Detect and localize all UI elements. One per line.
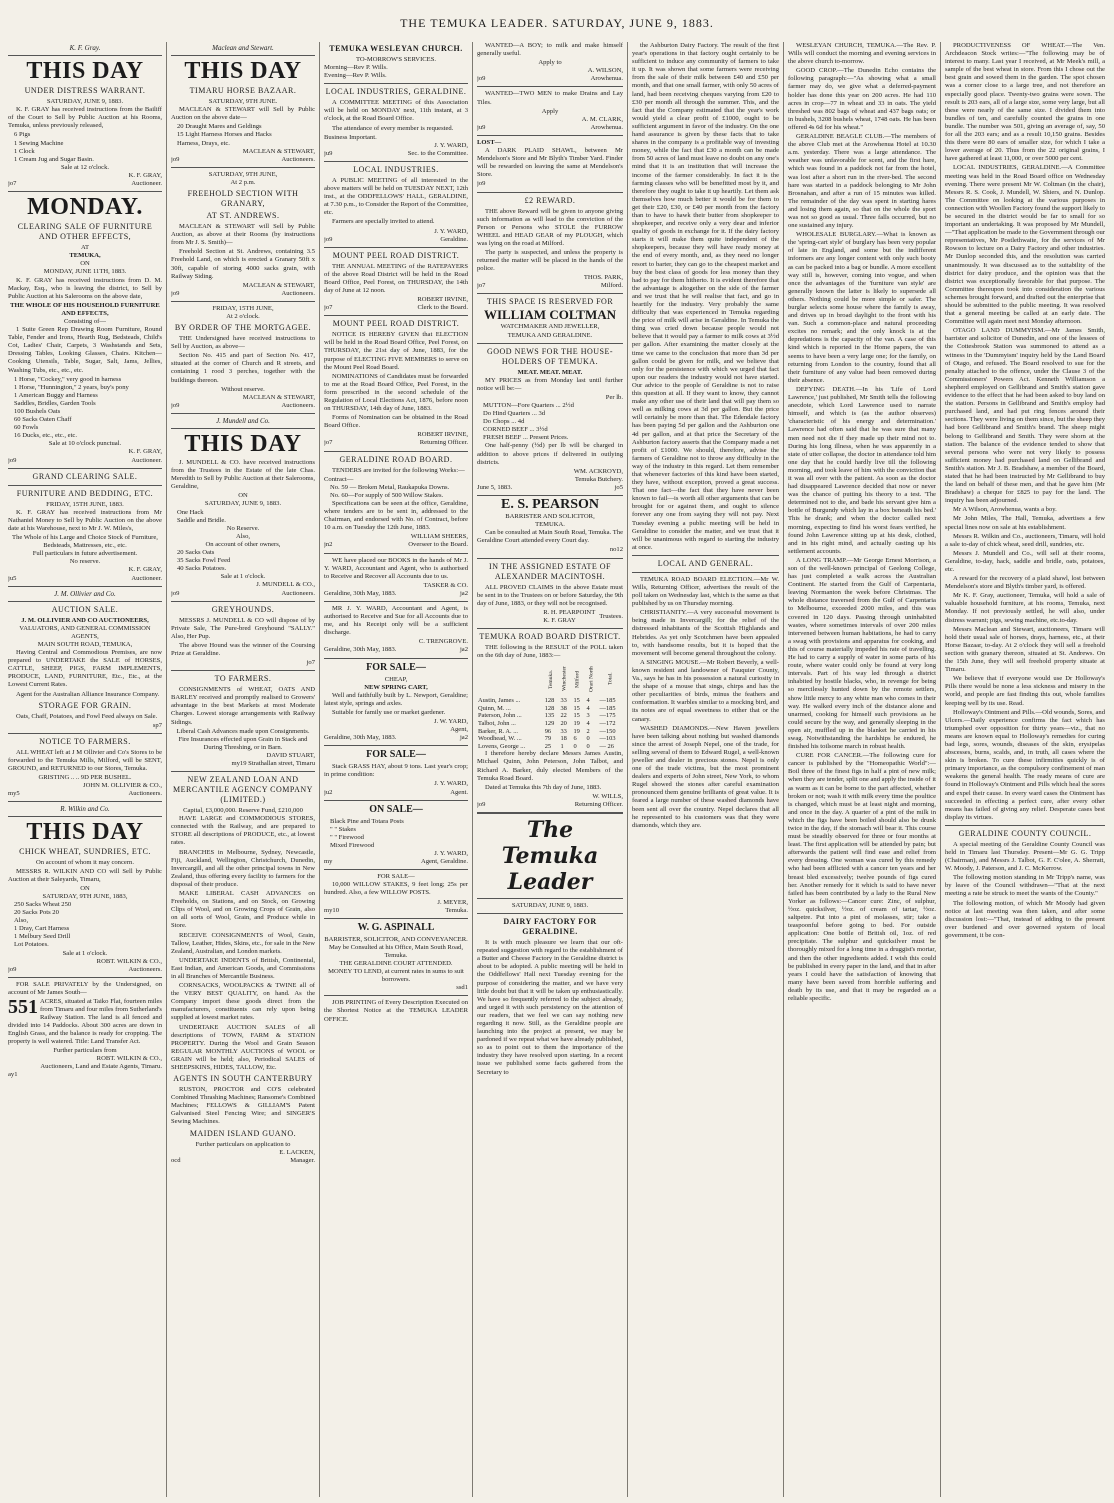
ad-date: SATURDAY, 9TH JUNE, [208, 170, 278, 178]
column-rule [472, 42, 473, 1497]
ad-date: SATURDAY, 9TH JUNE. [208, 98, 278, 106]
ad-body: A COMMITTEE MEETING of this Association will be held on MONDAY next, 11th instant, at 3 o'clock, at the Road Board Office. The attendance of every member is requested. [324, 99, 468, 132]
column-3: TEMUKA WESLEYAN CHURCH. TO-MORROW'S SERVICES. Morning—Rev P. Wills. Evening—Rev P. Wills. LOCAL INDUSTRIES, GERALDINE. A COMMITTEE MEETING of this Association will be held on MONDAY next, 11th instant, at 3 o'clock, at the Road Board Office. The attendance of every member is requested. Business Important. J. Y. WARD, ju9 Sec. to the Committee. LOCAL INDUSTRIES. A PUBLIC MEETING of all interested in the above matters will be held on TUESDAY NEXT, 12th inst., at the ODDFELLOWS' HALL, GERALDINE, at 7.30 p.m., to Consider the Report of the Committee, etc. Farmers are specially invited to attend. J. Y. WARD, jo9 Geraldine. MOUNT PEEL ROAD DISTRICT. THE ANNUAL MEETING of the RATEPAYERS of the above Road District will be held in the Road Board Office, Peel Forest, on THURSDAY, the 14th day of June at 12 noon. ROBERT IRVINE, jo7 Clerk to the Board. MOUNT PEEL ROAD DISTRICT. NOTICE IS HEREBY GIVEN that ELECTION will be held in the Road Board Office, Peel Forest, on THURSDAY, the 21st day of June, 1883, for the purpose of ELECTING FIVE MEMBERS to serve on the Mount Peel Road Board. NOMINATIONS of Candidates must be forwarded to me at the Road Board Office, Peel Forest, in the form prescribed in the second schedule of the Regulation of Local Elections Act, 1876, before noon on THURSDAY, 14th day of June, 1883. Forms of Nomination can be obtained in the Road Board Office. ROBERT IRVINE, jo7 Returning Officer. GERALDINE ROAD BOARD. TENDERS are invited for the following Works:— Contract— No. 59 — Broken Metal, Raukapuka Downs. No. 60—For supply of 500 Willow Stakes. Specifications can be seen at the office, Geraldine, where tenders are to be sent in, addressed to the Chairman, and endorsed with No. of Contract, before 10 a.m. on Tuesday the 12th June, 1883. WILLIAM SHEERS, jn2 Overseer to the Board. WE have placed our BOOKS in the hands of Mr J. Y. WARD, Accountant and Agent, who is authorised to Receive and Recover all Accounts due to us. TASKER & CO. Geraldine, 30th May, 1883. ja2 MR J. Y. WARD, Accountant and Agent, is authorised to Receive and Sue for all Accounts due to me, and his Receipt only will be a sufficient discharge. C. TRENGROVE. Geraldine, 30th May, 1883. ja2 FOR SALE— CHEAP, NEW SPRING CART, Well and faithfully built by L. Newport, Geraldine; latest style, springs and axles. Suitable for family use or market gardener. J. W. YARD, Agent, Geraldine, 30th May, 1883. ja2 FOR SALE— Stack GRASS HAY, about 9 tons. Last year's crop; in prime condition: J. Y. WARD, ju2 Agent. ON SALE— Black Pine and Totara Posts " " Stakes " " Firewood Mixed Firewood J. Y. WARD, my Agent, Geraldine. FOR SALE— 10,000 WILLOW STAKES, 9 feet long; 25s per hundred. Also, a few WILLOW POSTS. J. MEYER, my10 Temuka. W. G. ASPINALL BARRISTER, SOLICITOR, AND CONVEYANCER. May be Consulted at his Office, Main South Road, Temuka. THE GERALDINE COURT ATTENDED. MONEY TO LEND, at current rates in sums to suit borrowers. ssd1 JOB PRINTING of Every Description Executed on the Shortest Notice at the TEMUKA LEADER OFFICE. [324, 44, 468, 1023]
ad-ref: jo7 [8, 180, 17, 188]
signoff: J. W. YARD, [433, 718, 468, 725]
sale-time: Sale at 1 o'clock. [62, 949, 108, 957]
table-row: Woodhead, W. ... 79 18 6 0 —103 [478, 735, 616, 743]
ad-subhead: £2 REWARD. [524, 195, 576, 205]
signoff: E. LACKEN, [279, 1148, 315, 1156]
ad-body: Agent for the Australian Alliance Insurance Company. [16, 690, 160, 698]
article-headline: LOCAL AND GENERAL. [657, 558, 754, 568]
signoff: K. F. GRAY, [128, 448, 162, 456]
ad-body: FOR SALE PRIVATELY by the Undersigned, on account of Mr James South— [8, 980, 162, 996]
ad-subhead: STORAGE FOR GRAIN. [38, 700, 132, 710]
ad-body: MESSRS R. WILKIN AND CO will Sell by Public Auction at their Saleyards, Timaru, [8, 867, 162, 883]
ad-headline: WILLIAM COLTMAN [483, 307, 617, 323]
ad-subhead: GRAND CLEARING SALE. [32, 471, 138, 481]
signoff: W. WILLS, [592, 792, 623, 800]
signoff: THOS. PARK, [583, 274, 623, 282]
column-5 [632, 42, 779, 1499]
ad-text: Without reserve. [221, 385, 265, 393]
article-body: PRODUCTIVENESS OF WHEAT.—The Ven. Archdeacon Stock writes:—"The following may be of interest to many. Last year I received, at Mr Meek's mill, a sample of the best wheat in store. From this I chose out the best grain and sowed them in the garden. The spot chosen was a corner close to a large tree, and not therefore an especially good place. Twenty-two grains were sown. The result is 203 ears, all of a large size, some very large, but all these were nearly of the same size. I divided them into bundles of ten, and carefully counted the grains in one bundle. The number was 501, giving an average of, say, 50 for all the 203 ears; and as a result 10,150 grains. Besides this there were 80 ears of smaller size, for which I take a lower average of 20. Thus from the 22 original grains, I have gathered at least 11,000, or over 5000 per cent. LOCAL INDUSTRIES, GERALDINE.—A Committee meeting was held in the Road Board office on Wednesday evening. There were present Mr W. Coltman (in the chair), Messrs R. S. Cook, J. Mundell, W. Shiers, and N. Dunlop. The Committee on looking at the various purposes in connection with Woollen Factory found the support likely to be secured in the district would be far to small for so important an undertaking. It was proposed by Mr Mundell,—"That application be made to the Government through our representatives, Mr Postlethwaite, for the services of Mr Rowson to lecture on a Dairy Factory and other industries. Mr Dunlop seconded this, and the resolution was carried unanimously. It was discussed as to the suitability of the district for dairy produce, and the opinion was that the district was exceptionally favorable for that purpose. The Committee thereupon took into consideration the various schemes brought forward, and drafted out the enterprise that should be submitted to the public meeting. It was resolved that a general meeting be called at an early date. The Committee will again meet next Monday afternoon. OTAGO LAND DUMMYISM.—Mr James Smith, barrister and solicitor of Dunedin, and one of the lessees of the Cottesbrook Station was summoned to attend as a witness in the 'Dummyism' inquiry held by the Land Board of Otago, and refused. The Board resolved to sue for the penalty attached to the offence, under the Clause 3 of the Commissioners' Powers Act. Kenneth Williamson a shepherd employed on Gellibrand and Smith's station gave evidence to the effect that he had been asked to buy land on the station. Persons in Gellibrand and Smith's employ had purchased land, and had put ring fences around their sections. They were living on them since, but the sheep they had bore Gellibrand and Smith's brand. The sheep might belong to Gellibrand and Smith. They were shorn at the station. The balance of the evidence tended to show that several persons who were not very likely to possess sufficient money had purchased land on Gellibrand and Smith's station. Mr J. B. Bradshaw, a member of the Board, stated that he had been instructed by Mr Gellibrand to buy the land on behalf of these men, and that he gave him (Mr Bradshaw) a cheque for £825 to pay for the land. The inquiry has been adjourned. Mr A Wilson, Arowhenua, wants a boy. Mr John Miles, The Hall, Temuka, advertises a few special lines now on sale at his establishment. Messrs R. Wilkin and Co., auctioneers, Timaru, will hold a sale to-day of chick wheat, seed drill, sundries, etc. Messrs J. Mundell and Co., will sell at their rooms, Geraldine, to-day, hack, saddle and bridle, oats, potatoes, etc. A reward for the recovery of a plaid shawl, lost between Mendelson's store and Blyth's timber yard, is offered. Mr K. F. Gray, auctioneer, Temuka, will hold a sale of valuable household furniture, at his rooms, Temuka, next Monday. If not previously settled, he will also, under distress warrant; pigs, sewing machine, etc.to-day. Messrs Maclean and Stewart, auctioneers, Timaru will hold their usual sale of horses, drays, harness, etc., at their Horse Bazaar, to-day. At 2 o'clock they will sell a freehold section with granary thereon, situated at St. Andrews. On the 15th June, they will sell freehold property situate at Timaru. We believe that if everyone would use Dr Holloway's Pills there would be none a less sickness and misery in the world, and people are fast finding this out, whole families keeping well by its use. Read. Holloway's Ointment and Pills.—Old wounds, Sores, and Ulcers.—Daily experience confirms the fact which has triumphed over opposition for thirty years—viz., that no means are known equal to Holloway's remedies for curing bad legs, sores, wounds, diseases of the skin, erysipelas abscesses, burns, scalds, and, in truth, all cases where the skin is broken. To cure these infirmities quickly is of primary importance, as the compulsory confinement of man weakens the general health. The ready means of cure are found in Holloway's Ointment and Pills which heal the sores and expel their cause. In every ward cases the Ointment has succeeded in effecting a perfect cure, after every other means has failed of giving any relief. Desperate cases best display its virtues. [945, 42, 1105, 821]
ad-subhead: NEW ZEALAND LOAN AND MERCANTILE AGENCY COMPANY (LIMITED.) [173, 775, 313, 805]
column-rule [627, 42, 628, 1497]
ad-subhead: MOUNT PEEL ROAD DISTRICT. [332, 250, 460, 260]
signoff: JOHN M. OLLIVIER & CO., [83, 782, 162, 790]
ad-date: FRIDAY, 15TH JUNE, [212, 304, 274, 312]
ad-subhead: GREYHOUNDS. [211, 604, 275, 614]
ad-text: THE WHOLE OF HIS HOUSEHOLD FURNITURE AND EFFECTS, [10, 301, 160, 317]
masthead [0, 0, 1114, 36]
ad-text: No reserve. [69, 558, 101, 566]
ad-headline: MONDAY. [27, 194, 143, 221]
ad-subhead: TIMARU HORSE BAZAAR. [189, 86, 297, 96]
ad-body: CONSIGNMENTS of WHEAT, OATS AND BARLEY received and promptly realised to Growers' advantage in the best Markets at most Moderate Charges. Lowest storage arrangements with Railway Sidings. [171, 686, 315, 726]
ad-subhead: GERALDINE ROAD BOARD. [339, 454, 453, 464]
ad-text: At 2 p.m. [230, 178, 256, 186]
ad-body: Specifications can be seen at the office, Geraldine, where tenders are to be sent in, addressed to the Chairman, and endorsed with No. of Contract, before 10 a.m. on Tuesday the 12th June, 1883. [324, 499, 468, 532]
ad-body: MACLEAN & STEWART will Sell by Public Auction, as above at their Rooms (by instructions from Mr J. S. Smith)— Freehold Section at St. Andrews, containing 3.5 Freehold Land, on which is erected a Granary 50ft x 30ft, capable of storing 4000 sacks grain, with Railway Siding. [171, 223, 315, 280]
sale-time: Sale at 1 o'clock. [220, 573, 266, 581]
article-body: WESLEYAN CHURCH, TEMUKA.—The Rev. P. Wills will conduct the morning and evening services in the above church to-morrow. GOOD CROP.—The Dunedin Echo contains the following paragraph:—"As showing what a small farmer may do, we give what a deferred-payment holder has done this year on 200 acres. He had 110 acres in crop—77 in wheat and 33 in oats. The yield threshed was 802 bags of wheat and 437 bags oats; or in bushels, 3208 bushels wheat, 1748 oats. He has been offered 4s 6d for his wheat." GERALDINE BEAGLE CLUB.—The members of the above Club met at the Arowhenua Hotel at 10.30 a.m. yesterday. There was a large attendance. The weather was unfavorable for scent, and the first hare, which was found in a paddock not far from the hotel, was lost after a short run in the river-bed. The second hare was started in a paddock belonging to Mr John Brosnahan, and after a run of 15 minutes was killed. The remainder of the day was spent in starting hares and losing them again, so that on the whole the sport was not so good as usual. Three falls occurred, but no one sustained any injury. WHOLESALE BURGLARY.—What is known as the 'spring-cart style' of burglary has been very popular of late in England, and some but the indifferent informers are any longer content with only such booty as can be packed into a bag or bundle. A more excellent way still is, however, coming into vogue, and when once the advantages of the 'furniture van style' are generally known the latter is likely to supersede all others. Nothing could be more simple or safer. The burglar selects some house where the family is away, and drives up in broad daylight to the front with his van. Such a common-place and natural proceeding excites no remark; and the only knock is at the depredations is the capacity of the van. A case of this kind which is reported in the Home papers, the van seems to have been a very large one; for the family, on returning from London to the country, found that all their furniture of any value had been removed during their absence. DEFYING DEATH.—In his 'Life of Lord Lawrence,' just published, Mr Smith tells the following anecdote, which Lord Lawrence used to narrate himself, and which is (as the author observes) 'characteristic of his energy and determination.' Lawrence had often said that he was sure that many men need not die if they made up their mind not to. During his long illness, when he was apparently in a state of utter collapse, the doctor in attendance told him one day that he could hardly live till the following morning, and took leave of him with the conviction that it was all over with the patient. As soon as the doctor had disappeared Lawrence decided that now or never was the chance of putting his theory to a test. 'The determined not to die, and bade his servant give him a bottle of Burgundy which lay in a box beneath his bed.' This he drank; and when the doctor called next morning, expecting to find his worst fears verified, he found John Lawrence sitting up at his desk, clothed, and in his right mind, and actually casting up his settlement accounts. A LONG TRAMP.—Mr George Ernest Morrison, a son of the well-known principal of Geelong College, has just completed a walk across the Australian Continent. He started from the Gulf of Carpentaria, leaving Normanton the week before Christmas. The whole distance traversed from the Gulf of Carpentaria to Melbourne, exceeded 2000 miles, and this was covered in 120 days. Passing through uninhabited wastes, where sometimes intervals of over 200 miles intervened between human habitations, he had to carry a swag with provisions and apparatus for cooking, and this of course materially impeded his rate of travelling. He had to carry a supply of water in some parts of his route, where water could only be found at very long intervals. Part of his way led through a district inhabited by hostile blacks, who, in revenge for being so mercilessly hunted down by the remote settlers, show little mercy to any white man who comes in their way. He walked every inch of the distance alone and unarmed, cooking for himself such provisions as he could secure by the way, and generally sleeping in the open air, muffled up in the blanket he carried in his swag. Notwithstanding the hardships he endured, he finished his toilsome march in robust health. CURE FOR CANCER.—The following cure for cancer is published by the "Homeopathic World":—Boil three of the finest figs in half a pint of new milk; when they are tender, split one and apply the inside of it as warm as it can be borne to the part affected, whether broken or not; wash it with milk every time the poultice is changed, which must be at least night and morning, and once in the day. A quarter of a pint of the milk in which the figs have been boiled should also be drunk twice in the day, if the stomach will bear it. This course must be steadily observed for three or four months at least. The first application will be attended by pain; but afterwards the patient will find ease and relief from every dressing. One woman was cured by this remedy who had been afflicted with a cancer ten years and her breast bled excessively; twelve pounds of figs cured her. Another remedy for it which is said to have never failed has been contributed by a lady to the Rural New Yorker as follows:—Cancer cure: Zinc, of sulphur, ½oz. quicksilver, ½oz. of cream of tartar, ½oz. saltpetre. Put into a pint of molasses, stir; take a teaspoonful before going to bed. For outside application: One bottle of British oil, 1oz. of red precipitate. The sulphur and quicksilver must be thoroughly mixed for a long time in a druggist's mortar, and then the other ingredients added. I wish this could be published in every paper in the land, and that in after years I could have the satisfaction of knowing that many have been saved from horrible suffering and death by its use, and that it may be regarded as a reliable specific. [788, 42, 936, 1002]
ad-body: THE ANNUAL MEETING of the RATEPAYERS of the above Road District will be held in the Road Board Office, Peel Forest, on THURSDAY, the 14th day of June at 12 noon. [324, 262, 468, 294]
table-row: Quinn, M. ... 128 38 15 4 —185 [478, 704, 616, 712]
ad-text: Consisting of— [64, 317, 106, 325]
ad-ref: ay1 [8, 1070, 18, 1078]
ad-subhead: AUCTION SALE. [51, 604, 119, 614]
ad-text: MAIN SOUTH ROAD, TEMUKA, [37, 640, 133, 648]
table-row: Barker, R. A. ... 96 33 19 2 —150 [478, 727, 616, 735]
ad-date: MONDAY, JUNE 11TH, 1883. [43, 268, 127, 276]
sale-time: Sale at 10 o'clock punctual. [48, 440, 122, 448]
signoff: C. TRENGROVE. [418, 638, 468, 646]
ad-text: VALUATORS, AND GENERAL COMMISSION AGENTS, [19, 624, 151, 640]
ad-headline: THIS DAY [26, 58, 144, 85]
ad-subhead: TEMUKA WESLEYAN CHURCH. [329, 44, 463, 53]
article-body: A special meeting of the Geraldine County Council was held in Timaru last Thursday. Present—Mr G. G. Tripp (Chairman), and Messrs J. Talbot, G. F. C'olee, A. Sherratt, W. Moody, J. Paterson, and J. C. McKerrow. The following motion standing in Mr Tripp's name, was by leave of the Council withdrawn—"That at the next meeting a rate be struck to meet the wants of the County." The following motion, of which Mr Moody had given notice at last meeting was then taken, and after some discussion lost:—"That, instead of adding to the present over burdened and over governed system of local government, it be con- [945, 840, 1105, 939]
signoff: J. MUNDELL & CO., [256, 581, 315, 589]
ad-ref: ju5 [8, 574, 17, 582]
ad-text: Full particulars in future advertisement. [32, 550, 138, 558]
ad-label: Maclean and Stewart. [212, 44, 274, 52]
signoff: ROBERT IRVINE, [417, 431, 468, 439]
ad-ref: jo9 [8, 965, 17, 973]
ad-body: J. MUNDELL & CO. have received instructions from the Trustees in the Estate of the late Chas. Meredith to Sell by Public Auction at their Salerooms, Geraldine, [171, 459, 315, 491]
signoff: MACLEAN & STEWART, [242, 147, 315, 155]
ad-body: MR J. Y. WARD, Accountant and Agent, is authorised to Receive and Sue for all Accounts due to me, and his Receipt only will be a sufficient discharge. [324, 604, 468, 637]
ad-subhead: GOOD NEWS FOR THE HOUSE-HOLDERS OF TEMUKA. [486, 346, 614, 366]
ad-body: 551 ACRES, situated at Taiko Flat, fourteen miles from Timaru and four miles from Sutherland's Railway Station. The land is all fenced and divided into 14 Paddocks. About 300 acres are down in English Grass, and the balance is ready for cropping. The property is well watered. Title: Land Transfer Act. [8, 995, 162, 1046]
signoff: ROBT. WILKIN & CO., [96, 957, 162, 965]
signoff-role: Auctioneer. [131, 456, 162, 464]
nameplate-date: SATURDAY, JUNE 9, 1883. [511, 901, 589, 909]
ad-subhead: THIS SPACE IS RESERVED FOR [486, 297, 614, 307]
signoff: TASKER & CO. [423, 581, 468, 589]
ad-body: TENDERS are invited for the following Works:— [332, 466, 465, 474]
ad-text: J. M. OLLIVIER AND CO AUCTIONEERS, [21, 616, 149, 624]
signoff: J. Y. WARD, [434, 141, 468, 149]
ad-body: A PUBLIC MEETING of all interested in the above matters will be held on TUESDAY NEXT, 12th inst., at the ODDFELLOWS' HALL, GERALDINE, at 7.30 p.m., to Consider the Report of the Committee, etc. Farmers are specially invited to attend. [324, 176, 468, 226]
ad-text: The Whole of his Large and Choice Stock of Furniture, Bedsteads, Mattresses, etc., etc. [12, 534, 158, 550]
signoff: J. Y. WARD, [434, 780, 468, 788]
signoff-role: Auctioneer. [131, 574, 162, 582]
column-1 [8, 42, 162, 1499]
newspaper-nameplate: The Temuka Leader [501, 816, 599, 895]
signoff: J. Y. WARD, [434, 850, 468, 858]
ad-items: 6 Pigs 1 Sewing Machine 1 Clock 1 Cream Jug and Sugar Basin. [14, 131, 94, 163]
table-row: Talbot, John ... 129 20 19 4 —172 [478, 719, 616, 727]
ad-items: 20 Sacks Oats 35 Sacks Fowl Feed 40 Sacks Potatoes. [177, 549, 231, 573]
ad-subhead: MOUNT PEEL ROAD DISTRICT. [332, 319, 460, 329]
ad-headline: THIS DAY [184, 58, 302, 85]
ad-text: ON [80, 884, 90, 892]
ad-subhead: NOTICE TO FARMERS. [39, 736, 131, 746]
ad-body: K. F. GRAY has received instructions from the Bailiff of the Court to Sell by Public Auction at his Rooms, Temuka, unless previously released, [8, 106, 162, 130]
signoff: WM. ACKROYD, [573, 467, 623, 475]
ad-subhead: BY ORDER OF THE MORTGAGEE. [174, 323, 312, 333]
column-rule [940, 42, 941, 1497]
ad-body: Oats, Chaff, Potatoes, and Fowl Feed always on Sale. [16, 712, 158, 720]
column-6 [788, 42, 936, 1499]
ad-items: 1 Horse, "Cockey," very good in harness 1 Horse, "Hunnington," 2 years, buy's pony 1 American Buggy and Harness Saddles, Bridles, Garden Tools 100 Bushels Oats 60 Sacks Oaten Chaff 60 Fowls 16 Ducks, etc., etc., etc. [14, 375, 129, 440]
signoff: K. F. GRAY, [128, 566, 162, 574]
ad-headline: FOR SALE— [366, 661, 426, 673]
ad-body: WANTED—TWO MEN to make Drains and Lay Tiles. [477, 90, 623, 106]
ad-subhead: FURNITURE AND BEDDING, ETC. [16, 488, 154, 498]
ad-body: MACLEAN & STEWART will Sell by Public Auction on the above date— [171, 106, 315, 122]
ad-headline: ON SALE— [369, 803, 423, 815]
ad-subhead: LOCAL INDUSTRIES, GERALDINE. [325, 87, 467, 97]
ad-date: SATURDAY, JUNE 9, 1883. [204, 500, 282, 508]
column-rule [783, 42, 784, 1497]
ad-subhead: TEMUKA ROAD BOARD DISTRICT. [479, 631, 621, 641]
signoff-role: Auctioneers. [128, 965, 162, 973]
ad-place: TEMUKA, [69, 252, 101, 260]
ad-text: GRISTING .. .. 9D PER BUSHEL. [38, 774, 132, 782]
ad-date: SATURDAY, 9TH JUNE, 1883, [42, 892, 128, 900]
ad-body: THE Undersigned have received instructions to Sell by Auction, as above— Section No. 415 and part of Section No. 417, situated at the corner of Church and R streets, and containing 1 rood 3 perches, together with the buildings thereon. [171, 335, 315, 384]
ad-text: Further particulars from [53, 1046, 117, 1054]
ad-body: MESSRS J. MUNDELL & CO will dispose of by Private Sale, The Pure-bred Greyhound "SALLY." Also, Her Pup. The above Hound was the winner of the Coursing Prize at Geraldine. [171, 616, 315, 657]
ad-body: NOTICE IS HEREBY GIVEN that ELECTION will be held in the Road Board Office, Peel Forest, on THURSDAY, the 21st day of June, 1883, for the purpose of ELECTING FIVE MEMBERS to serve on the Mount Peel Road Board. NOMINATIONS of Candidates must be forwarded to me at the Road Board Office, Peel Forest, in the form prescribed in the second schedule of the Regulation of Local Elections Act, 1876, before noon on THURSDAY, 14th day of June, 1883. Forms of Nomination can be obtained in the Road Board Office. [324, 331, 468, 430]
signoff: J. Y. WARD, [434, 227, 468, 235]
ad-subhead: AGENTS IN SOUTH CANTERBURY [173, 1074, 313, 1084]
ad-label: J. Mundell and Co. [216, 416, 270, 425]
ad-subhead: UNDER DISTRESS WARRANT. [24, 86, 146, 96]
ad-body: HAVE LARGE and COMMODIOUS STORES, connected with the Railway, and are prepared to STORE all descriptions of PRODUCE, etc., at lowest rates. BRANCHES in Melbourne, Sydney, Newcastle, Fiji, Auckland, Wellington, Christchurch, Dunedin, Invercargill, and all the other principal towns in New Zealand, thus offering every facility to farmers for the disposal of their produce. MAKE LIBERAL CASH ADVANCES on Freeholds, on Stations, and on Stock, on Growing Clips of Wool, and on Growing Crops of Grain, also on all sorts of Wool, Grain, and Produce while in Store. RECEIVE CONSIGNMENTS of Wool, Grain, Tallow, Leather, Hides, Skins, etc., for sale in the New Zealand, Australian, and London markets. UNDERTAKE INDENTS of British, Continental, East Indian, and American Goods, and Commissions in all Branches of Mercantile Business. CORNSACKS, WOOLPACKS & TWINE all of the VERY BEST QUALITY, on hand. As the Company import these goods direct from the manufacturers, constituents can rely upon being supplied at lowest market rates. UNDERTAKE AUCTION SALES of all descriptions of TOWN, FARM & STATION PROPERTY. During the Wool and Grain Season REGULAR MONTHLY AUCTIONS of WOOL or GRAIN will be held; also, Periodical SALES of SHEEPSKINS, HIDES, TALLOW, Etc. [171, 815, 315, 1071]
masthead-title: THE TEMUKA LEADER. SATURDAY, JUNE 9, 1883. [400, 16, 714, 30]
ad-headline: W. G. ASPINALL [357, 921, 435, 933]
ad-items: 250 Sacks Wheat 250 20 Sacks Pots 20 Also, 1 Dray, Cart Harness 1 Melbury Seed Drill Lot Potatoes. [14, 900, 72, 949]
ad-text: AT [80, 244, 90, 252]
ad-body: K. F. GRAY has received instructions from Mr Nathaniel Money to Sell by Public Auction on the above date at his Warehouse, next to Mr J. W. Miles's, [8, 508, 162, 532]
signoff: ROBT. WILKIN & CO., [96, 1054, 162, 1062]
signoff: MACLEAN & STEWART, [242, 281, 315, 289]
article-body: the Ashburton Dairy Factory. The result of the first year's operations in that factory ought certainly to be sufficient to induce any community of farmers to take it up. It was shown that some farmers were receiving from the sale of their milk between £40 and £50 per month, and that one small farmer, with only 50 acres of land, had been receiving cheques varying from £20 to £30 per month all through the summer. This, and the fact that the Company estimated that the year's work would yield a clear profit of £1000, ought to be sufficient argument in favor of the industry. On the one hand assurance is given by these facts that to take shares in the company is a profitable way of investing money, while the fact that £30 a month can be made from 50 acres of land must leave no doubt on any one's mind that it is an institution that will increase the income of the farmer considerably. In fact it is the farming classes who will be benefitted most by it, and therefore they ought to take it up heartily. Let them ask themselves how much better it would be for them to get their £20, £30, or £40 per month from the factory than to have to hawk their butter from shopkeeper to shopkeeper, and receive only a very dear and inferior quality of goods in exchange for it. If the dairy factory starts it will make them quite independent of the shopkeepers, because they will have ready money at the end of every month, and, as they need no longer resort to barter, they can go to the cheapest market and buy the best class of goods for less money than they had to pay for them hitherto. It is evident therefore that the advantage is altogether on the side of the farmer and we trust that he will realise that fact, and go in heartily for the industry. Very probably the same difficulty that was experienced in Temuka regarding the price of milk will arise in Geraldine. In Temuka the thing was cried down because people would not believe that it would pay a farmer to milk cows at 3½d per gallon. After examining the matter closely at the time we came to the conclusion that more than 3d per gallon could be given for milk, and we believe that only for the persistence with which we urged that fact upon our readers the industry would not have started. Our advice to the people of Geraldine is not to raise this question at all. If they want to know, they cannot make any other use of their land that will pay them so well as milking cows at 3d per gallon. But the price will certainly be more than that. The Edendale factory has been paying 5d per gallon and the Ashburton one 4d per gallon, and at that price the Secretary of the Ashburton factory asserts that the Company made a net profit of £1000. We should, therefore, advise the farmers of Geraldine not to throw any difficulty in the way of the industry in this regard. Let them remember that whenever factories of this kind have been started, they have, without exception, proved a great success. That one fact—the fact that they have never been known to fail—is worth all other arguments that can be brought for or against them, and ought to silence forever any one from saying they will not pay. Next Tuesday evening a public meeting will be held in Geraldine to consider the matter, and we trust that it will be unanimous with regard to starting the industry at once. [632, 42, 779, 551]
ad-body: ALL WHEAT left at J M Ollivier and Co's Stores to be forwarded to the Temuka Mills, Milford, will be SENT, GROUND, and RETURNED to our Stores, Temuka. [8, 748, 162, 772]
ad-date: SATURDAY, JUNE 9, 1883. [46, 98, 124, 106]
signoff: WILLIAM SHEERS, [410, 533, 468, 541]
ad-subhead: CHICK WHEAT, SUNDRIES, ETC. [19, 847, 151, 857]
column-4: WANTED—A BOY; to milk and make himself generally useful. Apply to A. WILSON, jo9 Arowhenua. WANTED—TWO MEN to make Drains and Lay Tiles. Apply A. M. CLARK, ju9 Arowhenua. LOST— A DARK PLAID SHAWL, between Mr Mendelson's Store and Mr Blyth's Timber Yard. Finder will be rewarded on leaving the same at Mendelson's Store. jo9 £2 REWARD. THE above Reward will be given to anyone giving such information as will lead to the conviction of the Person or Persons who STOLE the FURROW WHEEL and HEAD GEAR of my PLOUGH, which was lying on the road at Milford. The party is suspected, and unless the property is returned the matter will be placed in the hands of the police. THOS. PARK, jo7 Milford. THIS SPACE IS RESERVED FOR WILLIAM COLTMAN WATCHMAKER AND JEWELLER, TEMUKA AND GERALDINE. GOOD NEWS FOR THE HOUSE-HOLDERS OF TEMUKA. MEAT. MEAT. MEAT. MY PRICES as from Monday last until further notice will be:— Per lb. MUTTON—Fore Quarters ... 2½d Do Hind Quarters ... 3d Do Chops ... 4d CORNED BEEF ... 3½d FRESH BEEF ... Present Prices. One half-penny (½d) per lb will be charged in addition to above prices if delivered in outlying districts. WM. ACKROYD, Temuka Butchery. June 5, 1883. jo5 E. S. PEARSON BARRISTER AND SOLICITOR, TEMUKA. Can be consulted at Main South Road, Temuka. The Geraldine Court attended every Court day. no12 IN THE ASSIGNED ESTATE OF ALEXANDER MACINTOSH. ALL PROVED CLAIMS in the above Estate must be sent in to the Trustees on or before Saturday, the 9th day of June, 1883, or they will not be recognised. R. H. PEARPOINT K. F. GRAY Trustees. TEMUKA ROAD BOARD DISTRICT. THE following is the RESULT of the POLL taken on the 6th day of June, 1883:— Temuka. Winchester Milford Orari North Total. Austin, James ... 128 33 15 4 —185 Quinn, M. ... 128 38 15 4 —185 Paterson, John ... 135 22 15 3 —175 Talbot, John ... 129 20 19 4 —172 Barker, R. A. ... 96 33 19 2 —150 Woodhead, W. ... 79 18 6 0 —103 Lovens, George ... 25 1 0 0 — 26 I therefore hereby declare Messrs James Austin, Michael Quinn, John Peterson, John Talbot, and Richard A. Barker, duly elected Members of the Temuka Road Board. Dated at Temuka this 7th day of June, 1883. W. WILLS, jo9 Returning Officer. The Temuka Leader SATURDAY, JUNE 9, 1883. DAIRY FACTORY FOR GERALDINE. It is with much pleasure we learn that our oft-repeated suggestion with regard to the establishment of a Butter and Cheese Factory in the Geraldine district is about to be adopted. A public meeting will be held in the Oddfellows' Hall next Tuesday evening for the purpose of considering the matter, and we have very little doubt but that it will be taken up enthusiastically. We have so frequently referred to the subject already, and urged it with such persistency on the attention of our readers, that we feel we can say nothing new regarding it now. Still, as the Geraldine people are launching into the project at present, we may be pardoned if we repeat what we have already published, so as to point out to them the importance of the industry they have resolved upon starting. In a recent issue we published some facts gathered from the Secretary to [477, 42, 623, 1076]
ad-subhead: TO FARMERS. [214, 674, 272, 684]
signoff: Auctioneers, Land and Estate Agents, Timaru. [40, 1062, 162, 1070]
ad-headline: THIS DAY [26, 819, 144, 846]
column-rule [166, 42, 167, 1497]
ad-date: FRIDAY, 15TH JUNE, 1883. [46, 500, 124, 508]
ad-items: One Hack Saddle and Bridle. [177, 508, 226, 524]
ad-label: K. F. Gray. [69, 44, 101, 52]
ad-text: On account of whom it may concern. [36, 859, 134, 867]
ad-label: R. Wilkin and Co. [60, 805, 110, 814]
signoff: J. MEYER, [437, 898, 468, 906]
signoff-role: Auctioneers. [128, 790, 162, 798]
signoff: DAVID STUART, [266, 751, 315, 759]
signoff: K. F. GRAY, [128, 171, 162, 179]
signoff: A. M. CLARK, [581, 115, 623, 123]
ad-body: K. F. GRAY has received instructions from D. M. Mackay, Esq., who is leaving the district, to Sell by Public Auction at his Salerooms on the above date, [8, 276, 162, 300]
sale-time: Sale at 12 o'clock. [60, 163, 110, 171]
ad-items: 20 Draught Mares and Geldings 15 Light Harness Horses and Hacks Harness, Drays, etc. [177, 123, 272, 147]
table-row: Paterson, John ... 135 22 15 3 —175 [478, 712, 616, 720]
ad-label: J. M. Ollivier and Co. [54, 589, 116, 598]
ad-body: WE have placed our BOOKS in the hands of Mr J. Y. WARD, Accountant and Agent, who is authorised to Receive and Recover all Accounts due to us. [324, 556, 468, 580]
poll-results-table: Temuka. Winchester Milford Orari North Total. Austin, James ... 128 33 15 4 —185 Quinn, M. ... 128 38 15 4 —185 Paterson, John ... 135 22 15 3 —175 Talbot, John ... 129 20 19 4 —172 Barker, R. A. ... 96 33 19 2 —150 Woodhead, W. ... 79 18 6 0 —103 Lovens, George ... 25 1 0 0 — 26 [477, 661, 623, 750]
ad-subhead: CLEARING SALE OF FURNITURE AND OTHER EFFECTS, [17, 222, 153, 242]
article-headline: GERALDINE COUNTY COUNCIL. [958, 828, 1092, 838]
ad-body: 1 Suite Green Rep Drawing Room Furniture, Round Table, Fender and Irons, Hearth Rug, Bedsteads, Child's Cot, Ladies' Chair, Carpets, 3 Washstands and Sets, Dressing Tables, Looking Glasses, Chairs. Kitchen—Cooking Utensils, Table, Sugar, Salt, Jams, Jellies, Washing Tubs, etc., etc., etc. [8, 326, 162, 374]
article-headline: DAIRY FACTORY FOR GERALDINE. [503, 917, 597, 937]
column-rule [319, 42, 320, 1497]
signoff: ROBERT IRVINE, [417, 296, 468, 304]
ad-headline: FOR SALE— [366, 749, 426, 761]
ad-text: ON [80, 260, 90, 268]
column-7 [945, 42, 1105, 1499]
ad-ref: jo9 [8, 456, 17, 464]
ad-ref: my5 [8, 790, 20, 798]
article-body: TEMUKA ROAD BOARD ELECTION.—Mr W. Wills, Returning Officer, advertises the result of the poll taken on Wednesday last, which is the same as that published by us on Thursday morning. CHRISTIANITY.—A very successful movement is being made in Invercargill; for the relief of the distressed inhabitants of the Scottish Highlands and Hebrides. As yet only Scotchmen have been appealed to, with handsome results, but it is hoped that the movement will become general throughout the colony. A SINGING MOUSE.—Mr Robert Beverly, a well-known resident and landowner of Fauquier County, Va., says he has in his possession a natural curiosity in the shape of a mouse that sings, chirps and has the other peculiarities of birds, minus the feathers and conformation. It warbles similar to a mocking bird, and its notes are of equal sweetness to either that or the canary. WASHED DIAMONDS.—New Haven jewellers have been talking about nothing but washed diamonds since the arrest of Joseph Nepel, one of the trade, for selling several of them to Edward Rugel, a well-known jeweller and dealer in precious stones. Nepel is only one of the trade victims, but the most prominent dealers and experts of John street, New York, to whom Rugel showed the stones after careful examination pronounced them genuine brilliants of great value. It is feared a large number of these washed diamonds have been sent all over the country. Nepel declares that all he represented to his customers was that they were diamonds, which they are. [632, 575, 779, 829]
ad-headline: E. S. PEARSON [500, 497, 600, 513]
column-2: Maclean and Stewart. THIS DAY TIMARU HORSE BAZAAR. SATURDAY, 9TH JUNE. MACLEAN & STEWART will Sell by Public Auction on the above date— 20 Draught Mares and Geldings 15 Light Harness Horses and Hacks Harness, Drays, etc. MACLEAN & STEWART, jo9 Auctioneers. SATURDAY, 9TH JUNE, At 2 p.m. FREEHOLD SECTION WITH GRANARY, AT ST. ANDREWS. MACLEAN & STEWART will Sell by Public Auction, as above at their Rooms (by instructions from Mr J. S. Smith)— Freehold Section at St. Andrews, containing 3.5 Freehold Land, on which is erected a Granary 50ft x 30ft, capable of storing 4000 sacks grain, with Railway Siding. MACLEAN & STEWART, jo9 Auctioneers. FRIDAY, 15TH JUNE, At 2 o'clock. BY ORDER OF THE MORTGAGEE. THE Undersigned have received instructions to Sell by Auction, as above— Section No. 415 and part of Section No. 417, situated at the corner of Church and R streets, and containing 1 rood 3 perches, together with the buildings thereon. Without reserve. MACLEAN & STEWART, jo9 Auctioneers. J. Mundell and Co. THIS DAY J. MUNDELL & CO. have received instructions from the Trustees in the Estate of the late Chas. Meredith to Sell by Public Auction at their Salerooms, Geraldine, ON SATURDAY, JUNE 9, 1883. One Hack Saddle and Bridle. No Reserve. Also, On account of other owners, 20 Sacks Oats 35 Sacks Fowl Feed 40 Sacks Potatoes. Sale at 1 o'clock. J. MUNDELL & CO., jo9 Auctioneers. GREYHOUNDS. MESSRS J. MUNDELL & CO will dispose of by Private Sale, The Pure-bred Greyhound "SALLY." Also, Her Pup. The above Hound was the winner of the Coursing Prize at Geraldine. jo7 TO FARMERS. CONSIGNMENTS of WHEAT, OATS AND BARLEY received and promptly realised to Growers' advantage in the best Markets at most Moderate Charges. Lowest storage arrangements with Railway Sidings. Liberal Cash Advances made upon Consignments. Fire Insurances effected upon Grain in Stack and During Threshing, or in Barn. DAVID STUART, my19 Strathallan street, Timaru NEW ZEALAND LOAN AND MERCANTILE AGENCY COMPANY (LIMITED.) Capital, £3,000,000. Reserve Fund, £210,000 HAVE LARGE and COMMODIOUS STORES, connected with the Railway, and are prepared to STORE all descriptions of PRODUCE, etc., at lowest rates. BRANCHES in Melbourne, Sydney, Newcastle, Fiji, Auckland, Wellington, Christchurch, Dunedin, Invercargill, and all the other principal towns in New Zealand, thus offering every facility to farmers for the disposal of their produce. MAKE LIBERAL CASH ADVANCES on Freeholds, on Stations, and on Stock, on Growing Clips of Wool, and on Growing Crops of Grain, also on all sorts of Wool, Grain, and Produce while in Store. RECEIVE CONSIGNMENTS of Wool, Grain, Tallow, Leather, Hides, Skins, etc., for sale in the New Zealand, Australian, and London markets. UNDERTAKE INDENTS of British, Continental, East Indian, and American Goods, and Commissions in all Branches of Mercantile Business. CORNSACKS, WOOLPACKS & TWINE all of the VERY BEST QUALITY, on hand. As the Company import these goods direct from the manufacturers, constituents can rely upon being supplied at lowest market rates. UNDERTAKE AUCTION SALES of all descriptions of TOWN, FARM & STATION PROPERTY. During the Wool and Grain Season REGULAR MONTHLY AUCTIONS of WOOL or GRAIN will be held; also, Periodical SALES of SHEEPSKINS, HIDES, TALLOW, Etc. AGENTS IN SOUTH CANTERBURY RUSTON, PROCTOR and CO'S celebrated Combined Thrashing Machines; Ransome's Combined Machines; FELLOWS & GILLIAM'S Patent Galvanised Steel Fencing Wire; and SINGER'S Sewing Machines. MAIDEN ISLAND GUANO. Further particulars on application to E. LACKEN, ocd Manager. [171, 44, 315, 1164]
ad-headline: THIS DAY [184, 431, 302, 457]
table-row: Lovens, George ... 25 1 0 0 — 26 [478, 742, 614, 750]
ad-subhead: LOCAL INDUSTRIES. [353, 164, 439, 174]
ad-subhead: FREEHOLD SECTION WITH GRANARY, [187, 189, 299, 209]
ad-text: At 2 o'clock. [226, 312, 260, 320]
ad-body: RUSTON, PROCTOR and CO'S celebrated Combined Thrashing Machines; Ransome's Combined Machines; FELLOWS & GILLIAM'S Patent Galvanised Steel Fencing Wire; and SINGER'S Sewing Machines. [171, 1086, 315, 1126]
ad-body: WANTED—A BOY; to milk and make himself generally useful. [477, 42, 623, 58]
table-row: Austin, James ... 128 33 15 4 —185 [478, 697, 616, 705]
ad-subhead: AT ST. ANDREWS. [206, 211, 280, 221]
ad-ref: sp7 [152, 721, 162, 729]
article-body: It is with much pleasure we learn that our oft-repeated suggestion with regard to the establishment of a Butter and Cheese Factory in the Geraldine district is about to be adopted. A public meeting will be held in the Oddfellows' Hall next Tuesday evening for the purpose of considering the matter, and we have very little doubt but that it will be taken up enthusiastically. We have so frequently referred to the subject already, and urged it with such persistency on the attention of our readers, that we feel we can say nothing new regarding it now. Still, as the Geraldine people are launching into the project at present, we may be pardoned if we repeat what we have already published, so as to point out to them the importance of the industry they have resolved upon starting. In a recent issue we published some facts gathered from the Secretary to [477, 939, 623, 1076]
signoff-role: Auctioneer. [131, 180, 162, 188]
ad-body: Having Central and Commodious Premises, are now prepared to UNDERTAKE the SALE of HORSES, CATTLE, SHEEP, PIGS, FARM IMPLEMENTS, PRODUCE, LAND, FURNITURE, Etc., Etc., at the Lowest Current Rates. [8, 649, 162, 689]
signoff: A. WILSON, [587, 67, 623, 75]
ad-subhead: IN THE ASSIGNED ESTATE OF ALEXANDER MACINTOSH. [489, 561, 611, 581]
signoff: MACLEAN & STEWART, [242, 393, 315, 401]
